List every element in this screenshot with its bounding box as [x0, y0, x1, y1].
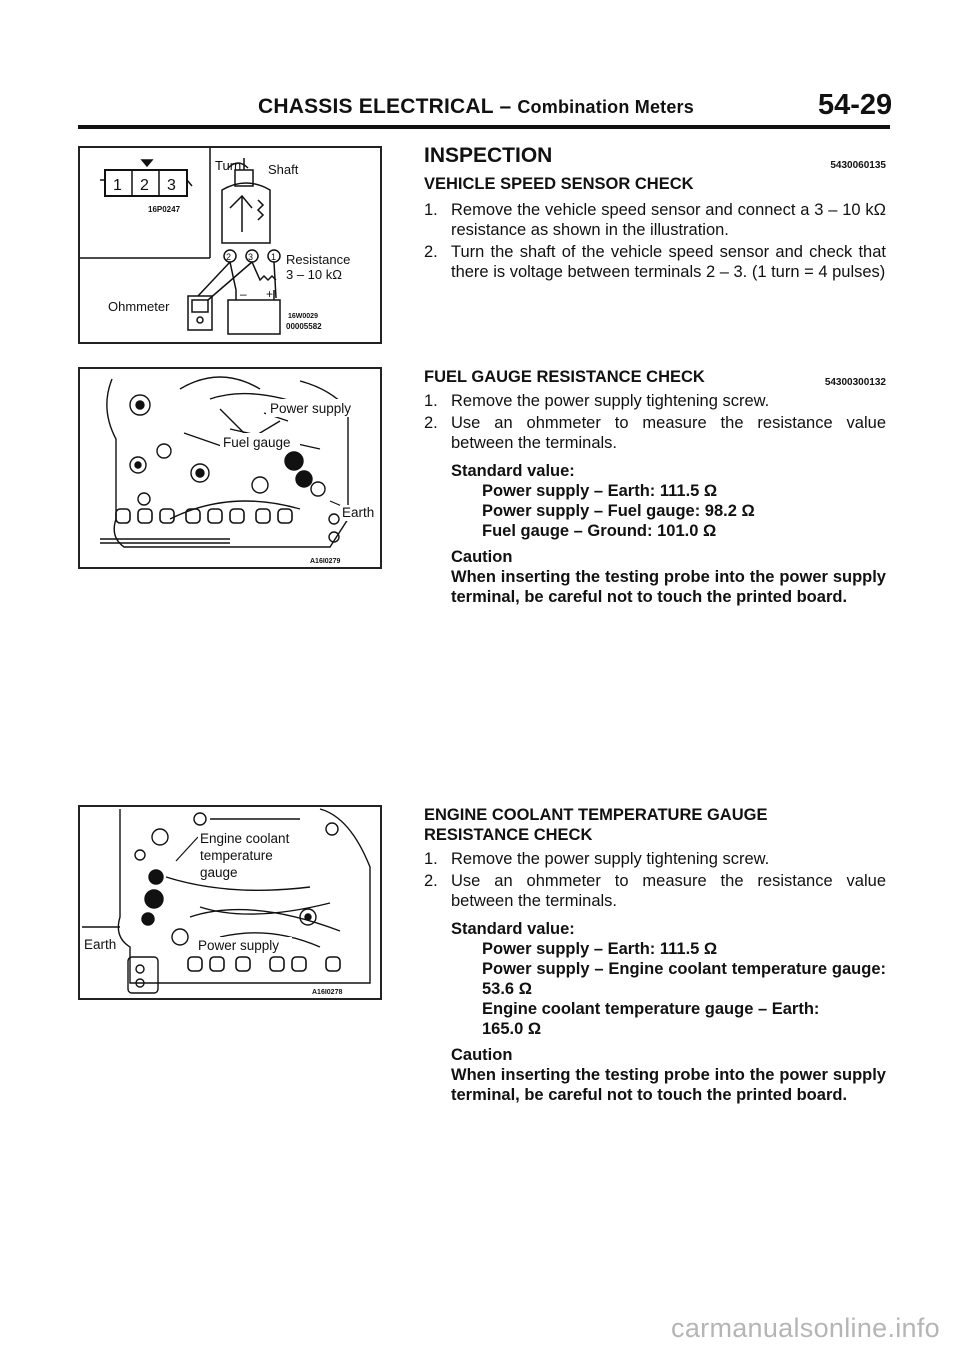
coolant-gauge-section [424, 805, 886, 1105]
inspection-title: INSPECTION [424, 144, 553, 167]
coolant-board-diagram [80, 807, 380, 998]
step-text: Remove the power supply tightening screw. [451, 850, 770, 868]
step-number: 2. [424, 414, 438, 432]
inspection-heading-row [424, 146, 886, 172]
fuel-gauge-section [424, 367, 886, 607]
caution-text: When inserting the testing probe into the power supply terminal, be careful not to touch the printed board. [451, 1066, 886, 1104]
step-text: Turn the shaft of the vehicle speed sensor and check that there is voltage between terminals 2 – 3. (1 turn = 4 pulses) [451, 243, 886, 281]
terminal-label-1: 1 [271, 252, 277, 262]
coolant-gauge-heading-2: RESISTANCE CHECK [424, 826, 593, 844]
fuel-gauge-heading: FUEL GAUGE RESISTANCE CHECK [424, 368, 705, 386]
header-rule [78, 125, 890, 129]
inspection-section [424, 146, 886, 282]
connector-pin-3: 3 [167, 177, 176, 194]
label-engine-coolant-2: temperature [200, 848, 273, 863]
step-number: 1. [424, 392, 438, 410]
section-title: CHASSIS ELECTRICAL [258, 95, 494, 118]
standard-value: Fuel gauge – Ground: 101.0 Ω [482, 522, 717, 540]
standard-value: Power supply – Earth: 111.5 Ω [482, 940, 718, 958]
step-text: Use an ohmmeter to measure the resistance value between the terminals. [451, 872, 886, 910]
page-number: 54-29 [818, 89, 893, 121]
fuel-gauge-steps [424, 391, 886, 453]
watermark: carmanualsonline.info [671, 1313, 940, 1343]
list-item [424, 391, 886, 411]
speed-sensor-diagram [80, 148, 380, 342]
figure-speed-sensor [78, 146, 382, 344]
terminal-label-2: 2 [226, 252, 232, 262]
subsection-title: Combination Meters [517, 97, 694, 117]
standard-value: Power supply – Earth: 111.5 Ω [482, 482, 718, 500]
step-text: Use an ohmmeter to measure the resistance value between the terminals. [451, 414, 886, 452]
coolant-gauge-steps [424, 849, 886, 911]
step-number: 2. [424, 243, 438, 261]
fuel-board-diagram [80, 369, 380, 567]
figure-fuel-gauge-board [78, 367, 382, 569]
battery-minus: – [240, 287, 247, 301]
caution-label: Caution [451, 548, 513, 566]
inspection-code: 5430060135 [830, 160, 886, 171]
fuel-gauge-heading-row [424, 367, 886, 389]
label-fuel-gauge: Fuel gauge [223, 435, 291, 450]
step-number: 1. [424, 850, 438, 868]
label-ohmmeter: Ohmmeter [108, 299, 170, 314]
standard-value-label: Standard value: [451, 920, 575, 938]
label-engine-coolant-3: gauge [200, 865, 238, 880]
label-earth: Earth [342, 505, 375, 520]
figure-code-1: 16W0029 [288, 313, 318, 320]
standard-value: Power supply – Engine coolant temperature gauge: 53.6 Ω [482, 960, 886, 998]
list-item [424, 413, 886, 453]
speed-sensor-heading: VEHICLE SPEED SENSOR CHECK [424, 175, 694, 193]
terminal-label-3: 3 [248, 252, 254, 262]
figure-coolant-gauge-board [78, 805, 382, 1000]
connector-code: 16P0247 [148, 205, 181, 214]
battery-plus: + [266, 287, 274, 301]
connector-pin-2: 2 [140, 177, 149, 194]
figure-code: A16I0278 [312, 989, 343, 996]
label-shaft: Shaft [268, 162, 299, 177]
label-earth: Earth [84, 937, 117, 952]
list-item [424, 849, 886, 869]
caution-label: Caution [451, 1046, 513, 1064]
page-header-title [258, 95, 694, 119]
speed-sensor-steps [424, 200, 886, 282]
connector-pin-1: 1 [113, 177, 122, 194]
label-power-supply: Power supply [270, 401, 352, 416]
step-text: Remove the vehicle speed sensor and connect a 3 – 10 kΩ resistance as shown in the illustration. [451, 201, 886, 239]
list-item [424, 200, 886, 240]
label-resistance-value: 3 – 10 kΩ [286, 267, 342, 282]
step-number: 2. [424, 872, 438, 890]
label-engine-coolant-1: Engine coolant [200, 831, 290, 846]
standard-value: Power supply – Fuel gauge: 98.2 Ω [482, 502, 755, 520]
label-resistance: Resistance [286, 252, 351, 267]
standard-value-label: Standard value: [451, 462, 575, 480]
label-turn: Turn [215, 158, 242, 173]
header-dash: – [493, 95, 518, 118]
figure-code: A16I0279 [310, 558, 341, 565]
fuel-gauge-code: 54300300132 [824, 377, 886, 388]
figure-code-2: 00005582 [286, 322, 322, 331]
list-item [424, 871, 886, 911]
label-power-supply: Power supply [198, 938, 280, 953]
standard-value: Engine coolant temperature gauge – Earth: 165.0 Ω [482, 1000, 820, 1038]
coolant-gauge-heading-1: ENGINE COOLANT TEMPERATURE GAUGE [424, 806, 768, 824]
step-number: 1. [424, 201, 438, 219]
caution-text: When inserting the testing probe into the power supply terminal, be careful not to touch the printed board. [451, 568, 886, 606]
list-item [424, 242, 886, 282]
step-text: Remove the power supply tightening screw. [451, 392, 770, 410]
